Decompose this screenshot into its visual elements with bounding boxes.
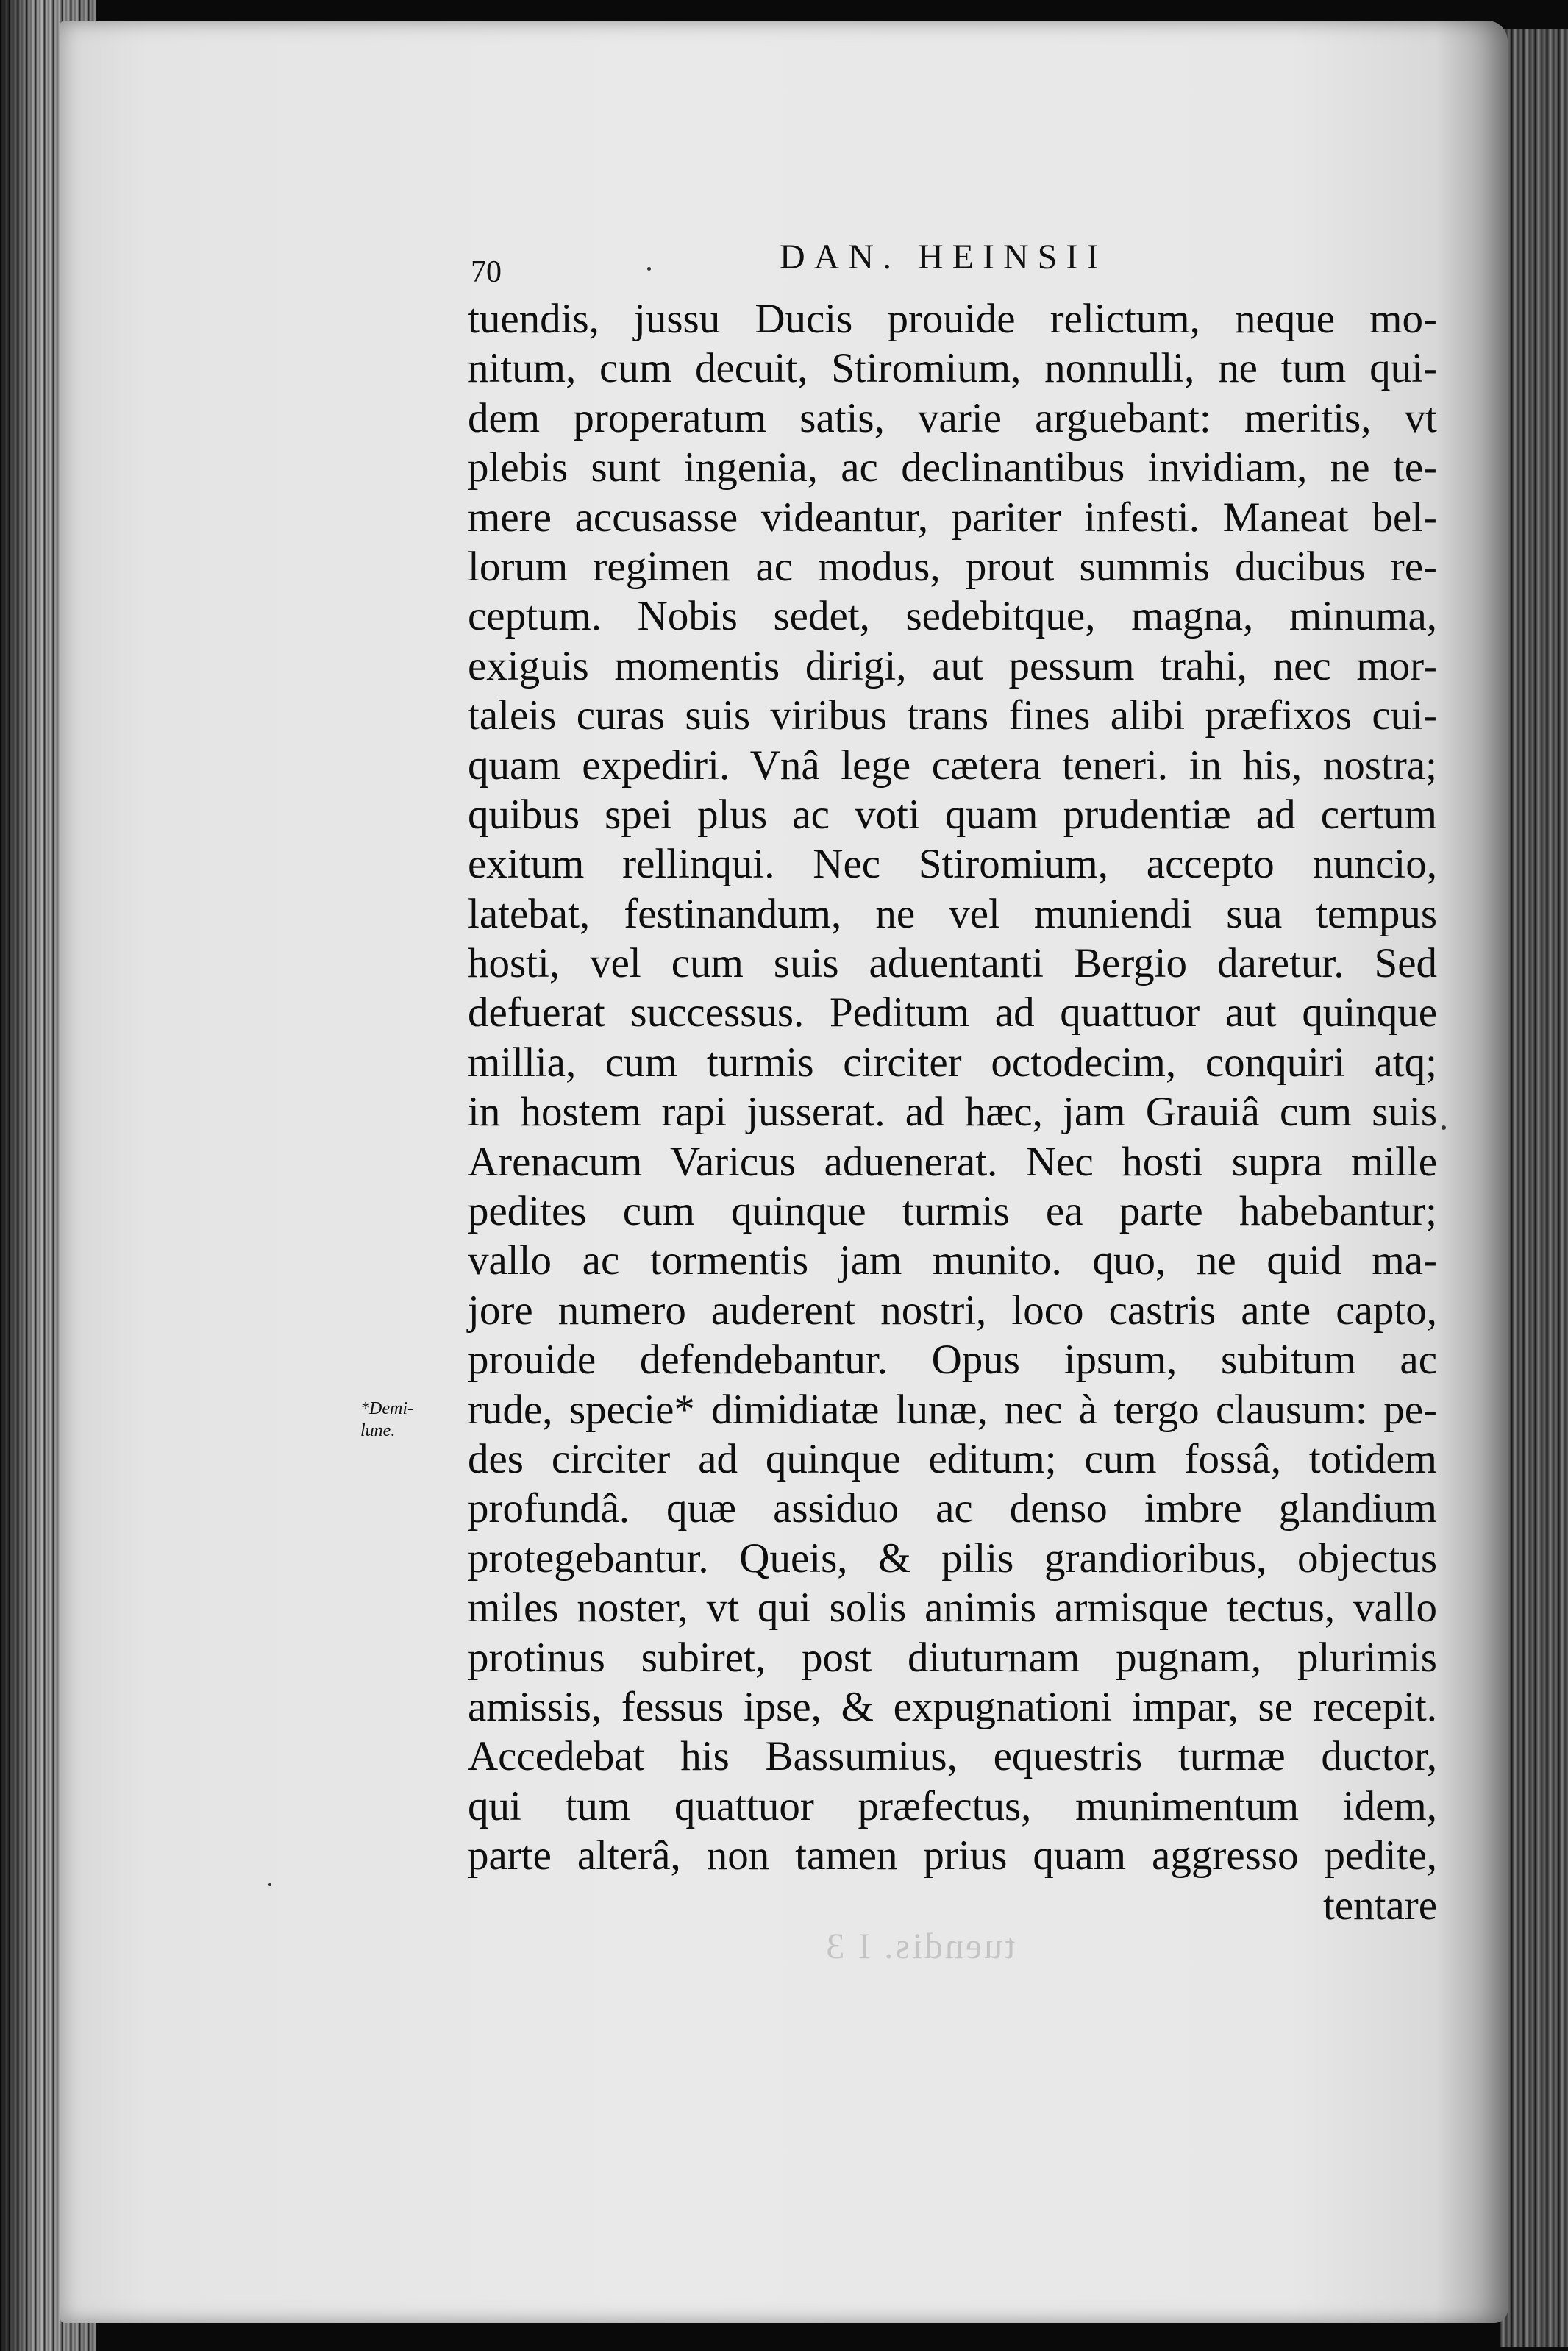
text-line: quibus spei plus ac voti quam prudentiæ ad certum (468, 791, 1437, 838)
text-line: prouide defendebantur. Opus ipsum, subitum ac (468, 1337, 1437, 1384)
text-line: miles noster, vt qui solis animis armisque tectus, vallo (468, 1584, 1437, 1632)
page-number: 70 (471, 255, 502, 289)
catchword: tentare (1322, 1882, 1437, 1929)
text-line: protinus subiret, post diuturnam pugnam, plurimis (468, 1634, 1437, 1681)
text-line: taleis curas suis viribus trans fines alibi præfixos cui- (468, 692, 1437, 739)
text-line: tuendis, jussu Ducis prouide relictum, neque mo- (468, 296, 1437, 342)
text-line: in hostem rapi jusserat. ad hæc, jam Grauiâ cum suis (468, 1089, 1437, 1136)
text-line: mere accusasse videantur, pariter infesti. Maneat bel- (468, 494, 1437, 541)
ink-speck (647, 267, 651, 271)
text-line: amissis, fessus ipse, & expugnationi impar, se recepit. (468, 1683, 1437, 1730)
ink-speck (268, 1883, 271, 1886)
text-line: exitum rellinqui. Nec Stiromium, accepto nuncio, (468, 841, 1437, 888)
text-line: rude, specie* dimidiatæ lunæ, nec à tergo clausum: pe- (468, 1386, 1437, 1433)
text-line: defuerat successus. Peditum ad quattuor aut quinque (468, 989, 1437, 1036)
text-line: millia, cum turmis circiter octodecim, conquiri atq; (468, 1039, 1437, 1086)
text-line: plebis sunt ingenia, ac declinantibus invidiam, ne te- (468, 444, 1437, 491)
text-line: quam expediri. Vnâ lege cætera teneri. in his, nostra; (468, 741, 1437, 789)
text-line: profundâ. quæ assiduo ac denso imbre glandium (468, 1485, 1437, 1532)
text-line: Accedebat his Bassumius, equestris turmæ ductor, (468, 1733, 1437, 1780)
text-line: nitum, cum decuit, Stiromium, nonnulli, ne tum qui- (468, 345, 1437, 392)
text-line: lorum regimen ac modus, prout summis ducibus re- (468, 543, 1437, 590)
text-line: qui tum quattuor præfectus, munimentum idem, (468, 1782, 1437, 1829)
text-line: vallo ac tormentis jam munito. quo, ne quid ma- (468, 1237, 1437, 1284)
text-line: ceptum. Nobis sedet, sedebitque, magna, minuma, (468, 593, 1437, 640)
text-line: protegebantur. Queis, & pilis grandioribus, objectus (468, 1534, 1437, 1582)
text-line: parte alterâ, non tamen prius quam aggresso pedite, (468, 1832, 1437, 1879)
text-line: pedites cum quinque turmis ea parte habebantur; (468, 1188, 1437, 1235)
text-line: dem properatum satis, varie arguebant: meritis, vt (468, 394, 1437, 441)
bleed-through-text: tuendis. I 3 (824, 1925, 1015, 1966)
following-leaves-edge (1500, 29, 1568, 2347)
running-head: DAN. HEINSII (780, 238, 1108, 277)
marginal-note: *Demi- lune. (360, 1399, 413, 1440)
text-line: hosti, vel cum suis aduentanti Bergio daretur. Sed (468, 940, 1437, 987)
text-line: latebat, festinandum, ne vel muniendi sua tempus (468, 890, 1437, 937)
text-line: exiguis momentis dirigi, aut pessum trahi, nec mor- (468, 642, 1437, 689)
text-line: des circiter ad quinque editum; cum fossâ, totidem (468, 1435, 1437, 1482)
page-header (471, 237, 1456, 289)
body-text (468, 294, 1437, 1930)
text-line: jore numero auderent nostri, loco castris ante capto, (468, 1287, 1437, 1334)
ink-speck (1442, 1125, 1446, 1130)
text-line: Arenacum Varicus aduenerat. Nec hosti supra mille (468, 1138, 1437, 1185)
